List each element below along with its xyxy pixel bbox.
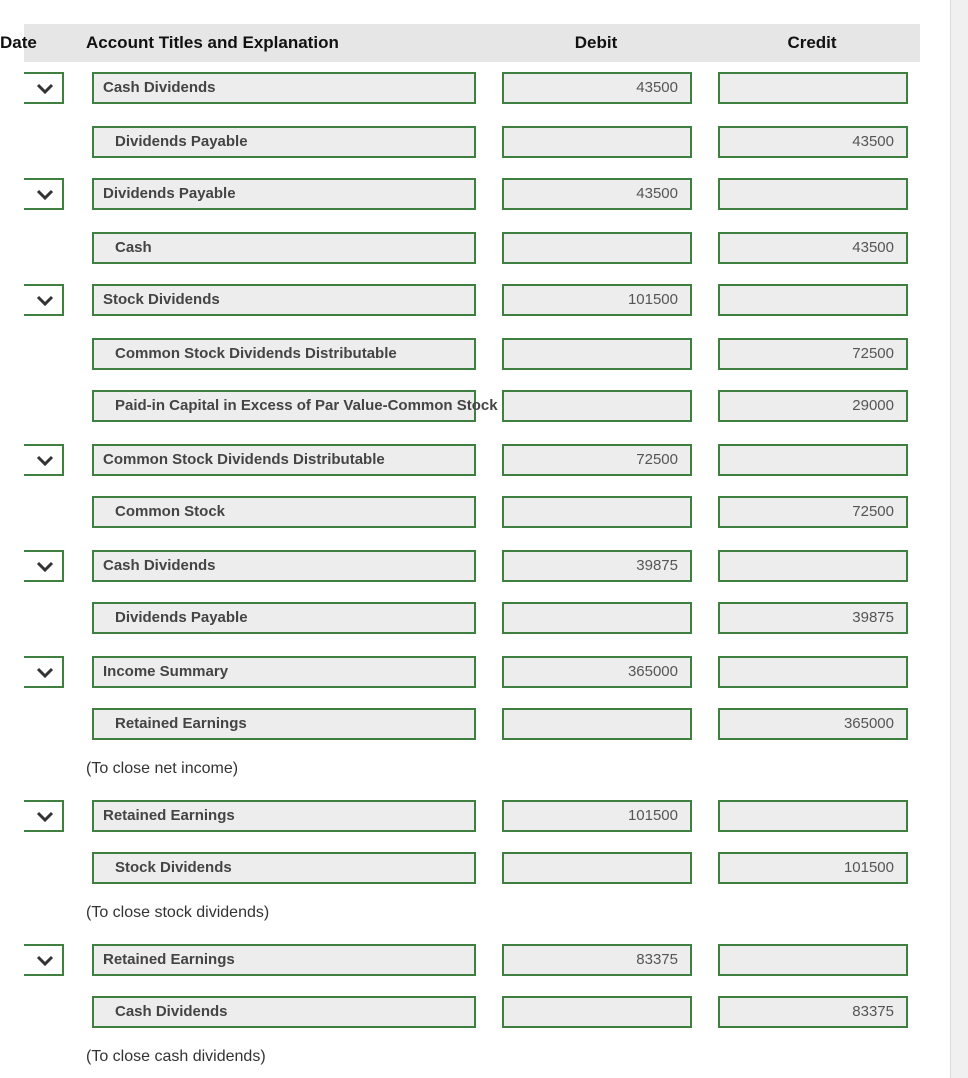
debit-input[interactable] — [502, 996, 692, 1028]
vertical-scrollbar[interactable] — [950, 0, 968, 1078]
journal-row — [0, 550, 950, 584]
account-input[interactable]: Retained Earnings — [92, 708, 476, 740]
debit-input[interactable]: 43500 — [502, 178, 692, 210]
account-input[interactable]: Dividends Payable — [92, 178, 476, 210]
debit-input[interactable]: 83375 — [502, 944, 692, 976]
chevron-down-icon — [36, 295, 54, 307]
credit-input[interactable] — [718, 178, 908, 210]
chevron-down-icon — [36, 189, 54, 201]
journal-row — [0, 602, 950, 636]
journal-row — [0, 800, 950, 834]
credit-input[interactable]: 72500 — [718, 496, 908, 528]
account-input[interactable]: Retained Earnings — [92, 800, 476, 832]
debit-input[interactable] — [502, 496, 692, 528]
chevron-down-icon — [36, 455, 54, 467]
date-select[interactable] — [24, 284, 64, 316]
chevron-down-icon — [36, 561, 54, 573]
table-header — [0, 24, 920, 62]
chevron-down-icon — [36, 955, 54, 967]
journal-row — [0, 232, 950, 266]
journal-row — [0, 496, 950, 530]
journal-row — [0, 390, 950, 424]
credit-input[interactable]: 365000 — [718, 708, 908, 740]
account-input[interactable]: Paid-in Capital in Excess of Par Value-Common Stock — [92, 390, 476, 422]
credit-column-header: Credit — [787, 33, 837, 52]
journal-row — [0, 996, 950, 1030]
journal-row — [0, 708, 950, 742]
debit-input[interactable] — [502, 708, 692, 740]
debit-input[interactable]: 365000 — [502, 656, 692, 688]
credit-input[interactable]: 43500 — [718, 126, 908, 158]
credit-input[interactable] — [718, 800, 908, 832]
date-select[interactable] — [24, 800, 64, 832]
entry-explanation: (To close stock dividends) — [86, 904, 270, 921]
account-input[interactable]: Stock Dividends — [92, 284, 476, 316]
credit-input[interactable] — [718, 444, 908, 476]
debit-input[interactable] — [502, 232, 692, 264]
account-input[interactable]: Retained Earnings — [92, 944, 476, 976]
debit-input[interactable]: 43500 — [502, 72, 692, 104]
journal-row — [0, 178, 950, 212]
date-select[interactable] — [24, 72, 64, 104]
date-column-header: Date — [0, 33, 37, 52]
credit-input[interactable] — [718, 72, 908, 104]
debit-input[interactable] — [502, 126, 692, 158]
credit-input[interactable]: 39875 — [718, 602, 908, 634]
credit-input[interactable]: 101500 — [718, 852, 908, 884]
credit-input[interactable]: 29000 — [718, 390, 908, 422]
debit-input[interactable] — [502, 602, 692, 634]
chevron-down-icon — [36, 667, 54, 679]
journal-row — [0, 72, 950, 106]
account-input[interactable]: Common Stock Dividends Distributable — [92, 444, 476, 476]
account-input[interactable]: Cash — [92, 232, 476, 264]
account-input[interactable]: Income Summary — [92, 656, 476, 688]
account-input[interactable]: Dividends Payable — [92, 602, 476, 634]
date-select[interactable] — [24, 656, 64, 688]
credit-input[interactable] — [718, 944, 908, 976]
journal-row — [0, 126, 950, 160]
debit-input[interactable]: 101500 — [502, 800, 692, 832]
account-input[interactable]: Cash Dividends — [92, 550, 476, 582]
chevron-down-icon — [36, 83, 54, 95]
account-input[interactable]: Cash Dividends — [92, 996, 476, 1028]
account-input[interactable]: Common Stock Dividends Distributable — [92, 338, 476, 370]
chevron-down-icon — [36, 811, 54, 823]
account-input[interactable]: Dividends Payable — [92, 126, 476, 158]
debit-input[interactable]: 72500 — [502, 444, 692, 476]
debit-input[interactable]: 101500 — [502, 284, 692, 316]
debit-input[interactable]: 39875 — [502, 550, 692, 582]
debit-input[interactable] — [502, 338, 692, 370]
journal-row — [0, 284, 950, 318]
journal-row — [0, 852, 950, 886]
entry-explanation: (To close net income) — [86, 760, 239, 777]
date-select[interactable] — [24, 944, 64, 976]
account-column-header: Account Titles and Explanation — [86, 33, 339, 52]
debit-column-header: Debit — [574, 33, 618, 52]
credit-input[interactable]: 43500 — [718, 232, 908, 264]
journal-row — [0, 444, 950, 478]
journal-row — [0, 944, 950, 978]
credit-input[interactable] — [718, 284, 908, 316]
journal-row — [0, 656, 950, 690]
date-select[interactable] — [24, 178, 64, 210]
credit-input[interactable]: 83375 — [718, 996, 908, 1028]
debit-input[interactable] — [502, 390, 692, 422]
journal-row — [0, 338, 950, 372]
credit-input[interactable] — [718, 656, 908, 688]
date-select[interactable] — [24, 550, 64, 582]
account-input[interactable]: Stock Dividends — [92, 852, 476, 884]
credit-input[interactable] — [718, 550, 908, 582]
date-select[interactable] — [24, 444, 64, 476]
account-input[interactable]: Cash Dividends — [92, 72, 476, 104]
credit-input[interactable]: 72500 — [718, 338, 908, 370]
entry-explanation: (To close cash dividends) — [86, 1048, 266, 1065]
debit-input[interactable] — [502, 852, 692, 884]
account-input[interactable]: Common Stock — [92, 496, 476, 528]
